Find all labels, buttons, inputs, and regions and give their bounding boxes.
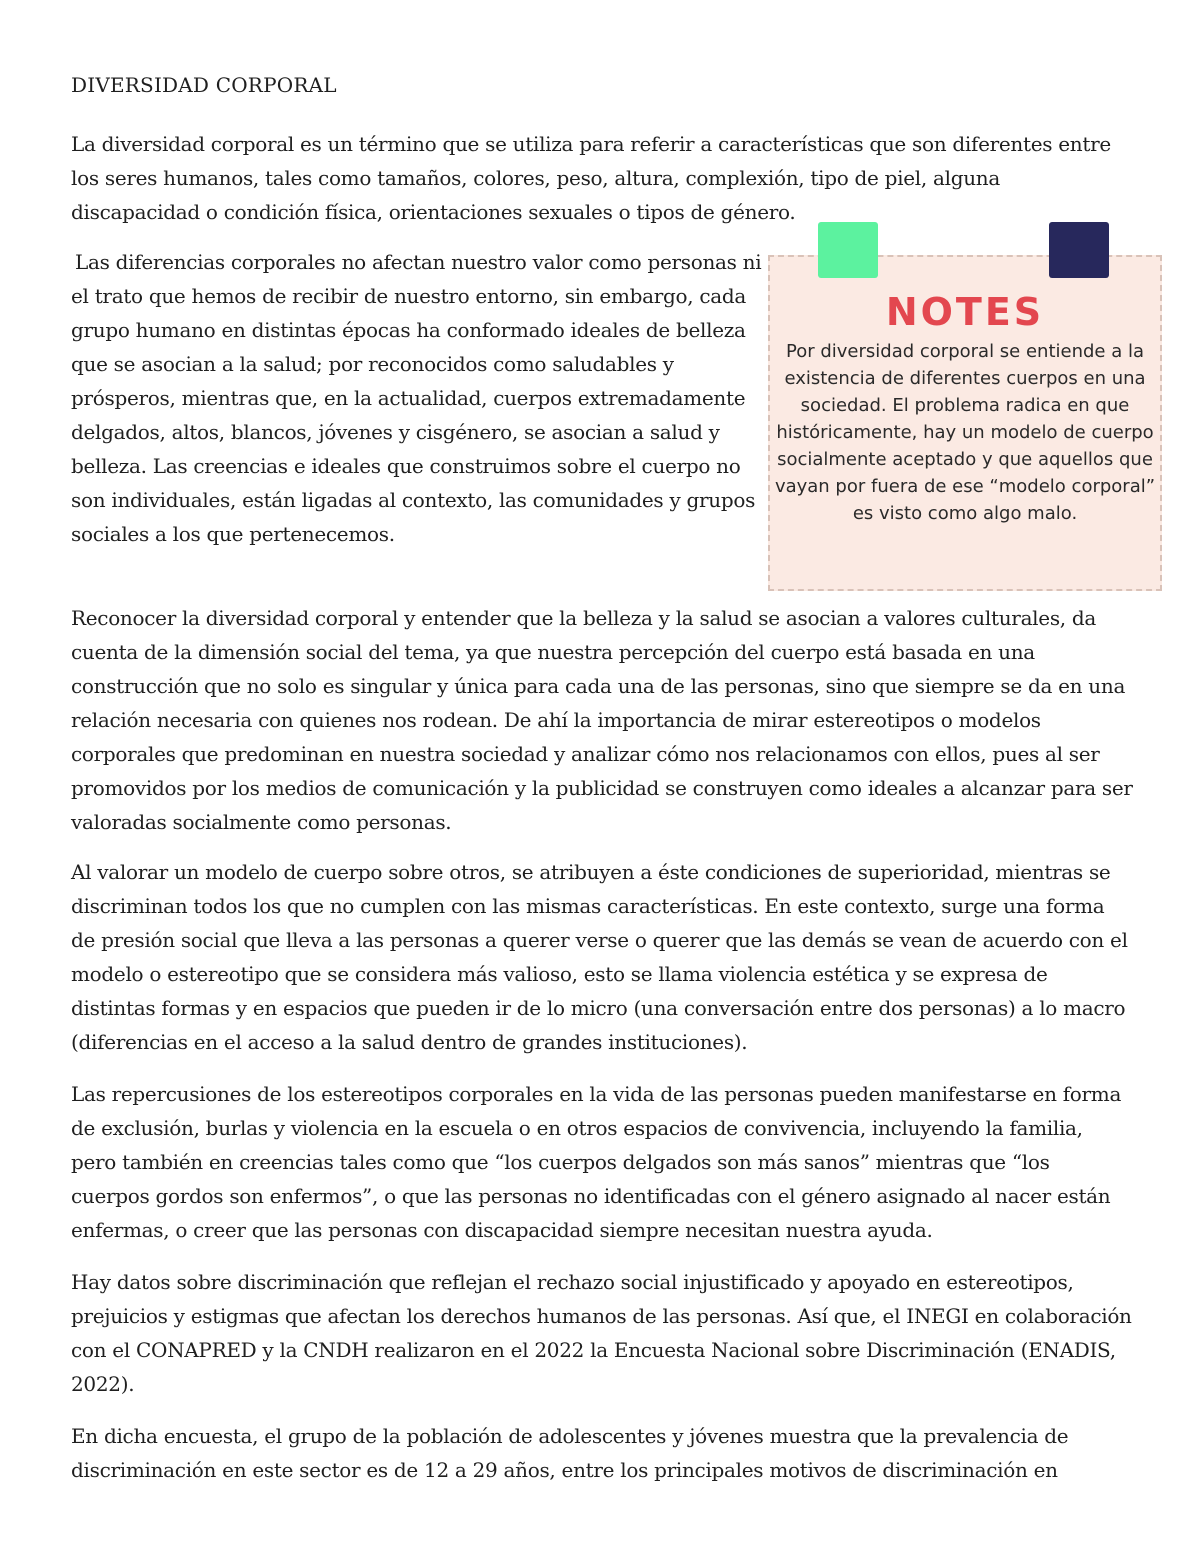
note-title: NOTES (885, 290, 1045, 334)
paragraph-body-differences: Las diferencias corporales no afectan nuestro valor como personas ni el trato que hemos de recibir de nuestro entorno, sin embargo, cada grupo humano en distintas épocas ha conformado ideales de belleza que se asocian a la salud; por reconocidos como saludables y prósperos, mientras que, en la actualidad, cuerpos extremadamente delgados, altos, blancos, jóvenes y cisgénero, se asocian a salud y belleza. Las creencias e ideales que construimos sobre el cuerpo no son individuales, están ligadas al contexto, las comunidades y grupos sociales a los que pertenecemos. (71, 250, 762, 546)
paragraph-recognition: Reconocer la diversidad corporal y entender que la belleza y la salud se asocian a valores culturales, da cuenta de la dimensión social del tema, ya que nuestra percepción del cuerpo está basada en una construcción que no solo es singular y única para cada una de las personas, sino que siempre se da en una relación necesaria con quienes nos rodean. De ahí la importancia de mirar estereotipos o modelos corporales que predominan en nuestra sociedad y analizar cómo nos relacionamos con ellos, pues al ser promovidos por los medios de comunicación y la publicidad se construyen como ideales a alcanzar para ser valoradas socialmente como personas. (71, 606, 1133, 834)
paragraph-repercussions: Las repercusiones de los estereotipos corporales en la vida de las personas pueden manifestarse en forma de exclusión, burlas y violencia en la escuela o en otros espacios de convivencia, incluyendo la familia, pero también en creencias tales como que “los cuerpos delgados son más sanos” mientras que “los cuerpos gordos son enfermos”, o que las personas no identificadas con el género asignado al nacer están enfermas, o creer que las personas con discapacidad siempre necesitan nuestra ayuda. (71, 1082, 1122, 1242)
navy-tape-icon (1049, 222, 1109, 278)
document-title: DIVERSIDAD CORPORAL (71, 73, 337, 97)
note-body: Por diversidad corporal se entiende a la existencia de diferentes cuerpos en una sociedad. El problema radica en que históricamente, hay un modelo de cuerpo socialmente aceptado y que aquellos que vayan por fuera de ese “modelo corporal” es visto como algo malo. (774, 341, 1156, 524)
paragraph-aesthetic-violence: Al valorar un modelo de cuerpo sobre otros, se atribuyen a éste condiciones de superioridad, mientras se discriminan todos los que no cumplen con las mismas características. En este contexto, surge una forma de presión social que lleva a las personas a querer verse o querer que las demás se vean de acuerdo con el modelo o estereotipo que se considera más valioso, esto se llama violencia estética y se expresa de distintas formas y en espacios que pueden ir de lo micro (una conversación entre dos personas) a lo macro (diferencias en el acceso a la salud dentro de grandes instituciones). (71, 860, 1128, 1054)
green-tape-icon (818, 222, 878, 278)
paragraph-survey: En dicha encuesta, el grupo de la población de adolescentes y jóvenes muestra que la prevalencia de discriminación en este sector es de 12 a 29 años, entre los principales motivos de discriminación en (71, 1424, 1069, 1482)
paragraph-discrimination-data: Hay datos sobre discriminación que reflejan el rechazo social injustificado y apoyado en estereotipos, prejuicios y estigmas que afectan los derechos humanos de las personas. Así que, el INEGI en colaboración con el CONAPRED y la CNDH realizaron en el 2022 la Encuesta Nacional sobre Discriminación (ENADIS, 2022). (71, 1270, 1132, 1396)
paragraph-intro: La diversidad corporal es un término que se utiliza para referir a características que son diferentes entre los seres humanos, tales como tamaños, colores, peso, altura, complexión, tipo de piel, alguna discapacidad o condición física, orientaciones sexuales o tipos de género. (71, 132, 1111, 224)
